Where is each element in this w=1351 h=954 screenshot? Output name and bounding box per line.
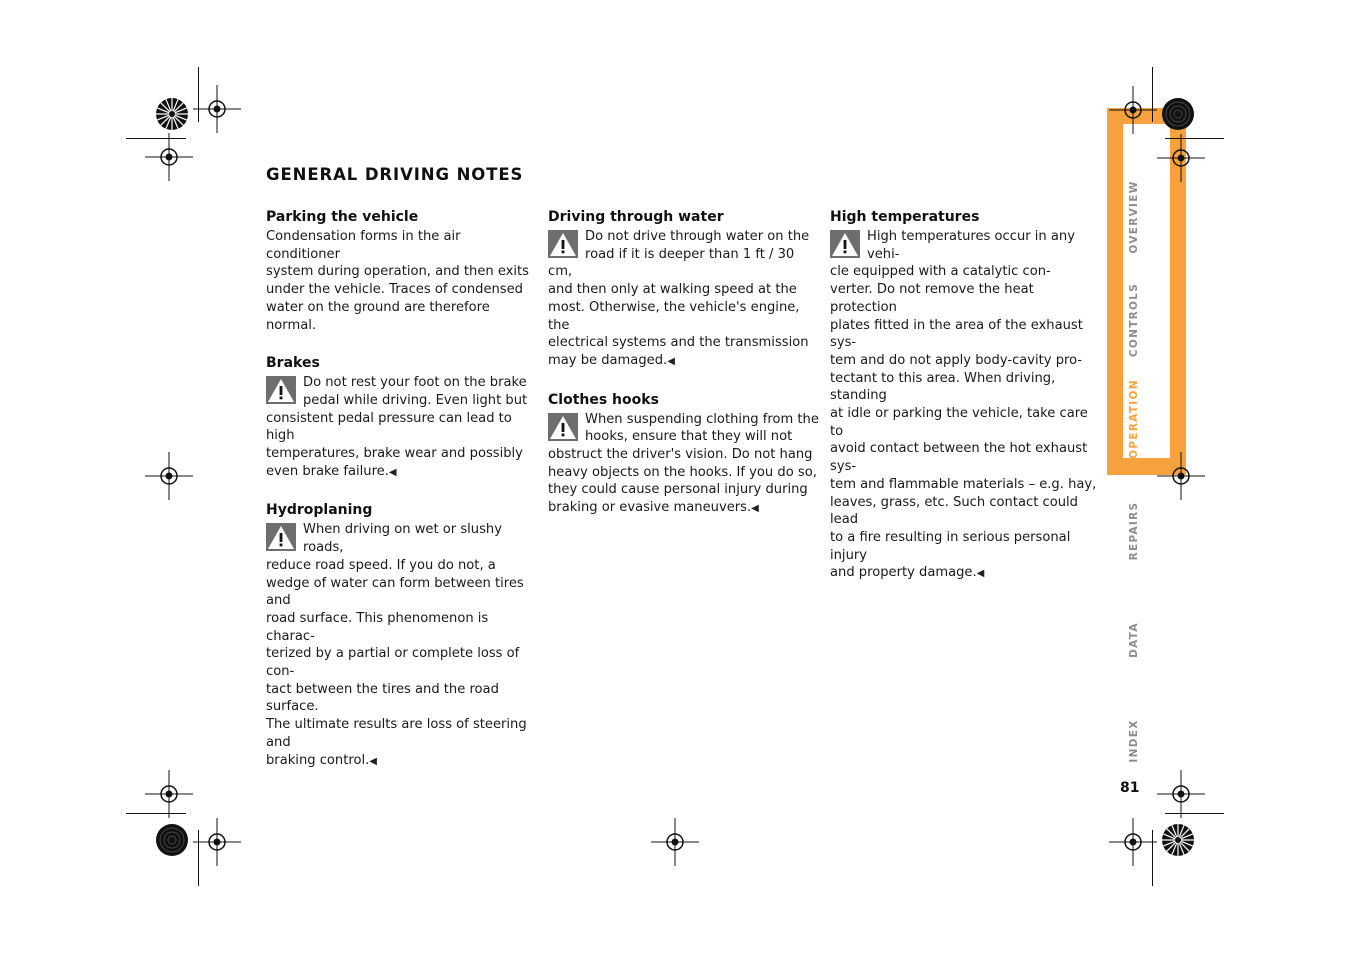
page-number: 81 [1120,780,1140,796]
star-target-icon [1161,823,1195,857]
end-marker-icon: ◀ [388,466,397,478]
registration-crosshair-icon [145,133,193,181]
section-body: Do not drive through water on the road if it is deeper than 1 ft / 30 cm, and then only at walking speed at the most. Otherwise, the vehicle's engine, the electrical systems and the transmission may be damaged.◀ [548,229,810,368]
tab-overview[interactable]: OVERVIEW [1128,180,1140,254]
page-title: GENERAL DRIVING NOTES [266,165,524,184]
section-heading: Clothes hooks [548,391,659,408]
section-clothes-hooks [548,390,820,518]
tab-index[interactable]: INDEX [1128,719,1140,763]
warning-triangle-icon [266,523,296,551]
section-high-temperatures [830,207,1102,583]
section-heading: Brakes [266,355,320,372]
registration-crosshair-icon [145,452,193,500]
text-column-3 [830,207,1102,602]
end-marker-icon: ◀ [751,503,759,515]
tab-controls[interactable]: CONTROLS [1128,282,1140,358]
warning-triangle-icon [548,413,578,441]
section-parking-the-vehicle [266,207,538,334]
star-target-icon [155,97,189,131]
star-target-icon [1161,97,1195,131]
tab-data[interactable]: DATA [1128,622,1140,658]
warning-triangle-icon [548,230,578,258]
registration-crosshair-icon [1157,770,1205,818]
tab-operation[interactable]: OPERATION [1128,379,1140,459]
section-body: Do not rest your foot on the brake pedal while driving. Even light but consistent pedal pressure can lead to high temperatures, brake wear and possibly even brake failure.◀ [266,375,528,479]
registration-crosshair-icon [1109,818,1157,866]
section-body: When driving on wet or slushy roads, reduce road speed. If you do not, a wedge of water can form between tires and road surface. This phenomenon is charac- terized by a partial or complete loss of con- tact between the tires and the road surface. The ultimate results are loss of steering and braking control.◀ [266,522,527,768]
registration-crosshair-icon [193,85,241,133]
registration-crosshair-icon [651,818,699,866]
star-target-icon [155,823,189,857]
section-heading: Parking the vehicle [266,209,419,225]
section-body: When suspending clothing from the hooks, ensure that they will not obstruct the driver's vision. Do not hang heavy objects on the hooks. If you do so, they could cause personal injury during braking or evasive maneuvers.◀ [548,411,819,516]
end-marker-icon: ◀ [976,568,985,580]
tab-repairs[interactable]: REPAIRS [1128,501,1140,561]
section-heading: Driving through water [548,209,724,225]
text-column-1 [266,207,538,789]
registration-crosshair-icon [1157,134,1205,182]
registration-crosshair-icon [193,818,241,866]
section-body: High temperatures occur in any vehi- cle equipped with a catalytic con- verter. Do not remove the heat protection plates fitted in the area of the exhaust sys- tem and do not apply body-cavity pro- tectant to this area. When driving, standing at idle or parking the vehicle, take care to avoid contact between the hot exhaust sys- tem and flammable materials – e.g. hay, leaves, grass, etc. Such contact could lead to a fire resulting in serious personal injury and property damage.◀ [830,229,1097,581]
section-hydroplaning [266,500,538,770]
section-body: Condensation forms in the air conditioner system during operation, and then exits under the vehicle. Traces of condensed water on the ground are therefore normal. [266,229,530,333]
section-heading: High temperatures [830,209,980,225]
registration-crosshair-icon [1109,86,1157,134]
section-driving-through-water [548,207,820,371]
section-brakes [266,353,538,481]
section-heading: Hydroplaning [266,502,373,519]
registration-crosshair-icon [1157,452,1205,500]
warning-triangle-icon [266,376,296,404]
registration-crosshair-icon [145,770,193,818]
warning-triangle-icon [830,230,860,258]
end-marker-icon: ◀ [667,355,675,367]
end-marker-icon: ◀ [369,755,377,767]
text-column-2 [548,207,820,537]
